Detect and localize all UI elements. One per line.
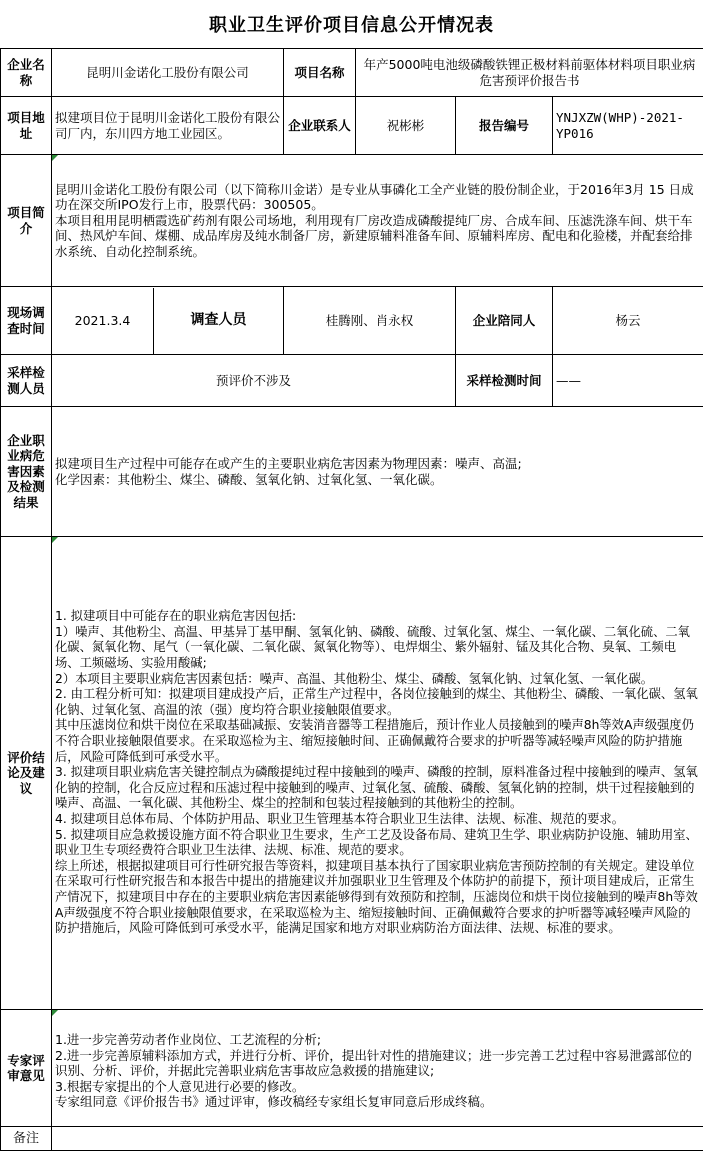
page-title: 职业卫生评价项目信息公开情况表 [209,15,494,36]
table-row-expert [1,1010,703,1127]
remarks-value [52,1127,703,1151]
remarks-label: 备注 [1,1127,52,1151]
info-table [0,48,703,1151]
comment-marker [52,155,58,161]
report-no-label: 报告编号 [456,97,553,155]
hazards-text: 拟建项目生产过程中可能存在或产生的主要职业病危害因素为物理因素：噪声、高温; 化学因素：其他粉尘、煤尘、磷酸、氢氧化钠、过氧化氢、一氧化碳。 [55,456,522,487]
survey-time-value: 2021.3.4 [52,288,154,354]
address-value: 拟建项目位于昆明川金诺化工股份有限公司厂内，东川四方地工业园区。 [52,97,284,155]
report-no-value: YNJXZW(WHP)-2021-YP016 [553,97,703,155]
table-row-survey [1,287,703,355]
survey-time-label: 现场调查时间 [1,287,52,355]
survey-staff-label: 调查人员 [190,311,247,328]
comment-marker [52,537,58,543]
intro-cell [52,155,703,287]
survey-staff-value: 桂腾刚、肖永权 [284,287,456,355]
sampling-staff-label: 采样检测人员 [1,355,52,407]
expert-text: 1.进一步完善劳动者作业岗位、工艺流程的分析; 2.进一步完善原辅料添加方式，并进行分析、评价，提出针对性的措施建议；进一步完善工艺过程中容易泄露部位的识别、分析、评价，并据此完善职业病危害事故应急救援的措施建议; 3.根据专家提出的个人意见进行必要的修改。 专家组同意《评价报告书》通过评审，修改稿经专家组长复审同意后形成终稿。 [55,1032,692,1110]
companion-value: 杨云 [553,287,703,355]
table-row-company [1,49,703,97]
table-row-sampling [1,355,703,407]
expert-cell [52,1010,703,1127]
comment-marker [52,1010,58,1016]
intro-text: 昆明川金诺化工股份有限公司（以下简称川金诺）是专业从事磷化工全产业链的股份制企业，于2016年3月 15 日成功在深交所IPO发行上市，股票代码：300505。 本项目租用昆明栖霞选矿药剂有限公司场地，利用现有厂房改造成磷酸提纯厂房、合成车间、压滤洗涤车间、烘干车间、热风炉车间、煤棚、成品库房及纯水制备厂房，新建原辅料准备车间、原辅料库房、配电和化验楼，并配套给排水系统、自动化控制系统。 [55,181,694,259]
hazards-label: 企业职业病危害因素及检测结果 [1,407,52,537]
table-row-intro [1,155,703,287]
table-row-hazards [1,407,703,537]
sampling-staff-value: 预评价不涉及 [52,355,456,407]
project-name-value: 年产5000吨电池级磷酸铁锂正极材料前驱体材料项目职业病危害预评价报告书 [356,49,703,97]
company-name-value: 昆明川金诺化工股份有限公司 [52,49,284,97]
sampling-time-value: —— [553,355,703,407]
hazards-cell [52,407,703,537]
expert-label: 专家评审意见 [1,1010,52,1127]
contact-value: 祝彬彬 [356,97,456,155]
survey-time-staff-cell [52,287,284,355]
intro-label: 项目简介 [1,155,52,287]
project-name-label: 项目名称 [284,49,356,97]
companion-label: 企业陪同人 [456,287,553,355]
contact-label: 企业联系人 [284,97,356,155]
conclusion-text: 1. 拟建项目中可能存在的职业病危害因包括: 1）噪声、其他粉尘、高温、甲基异丁基甲酮、氢氧化钠、磷酸、硫酸、过氧化氢、煤尘、一氧化碳、二氧化硫、二氧化碳、氮氧化物、尾气（一氧化碳、二氧化碳、氮氧化物等）、电焊烟尘、紫外辐射、锰及其化合物、臭氧、工频电场、工频磁场、实验用酸碱; 2）本项目主要职业病危害因素包括：噪声、高温、其他粉尘、煤尘、磷酸、氢氧化钠、过氧化氢、一氧化碳。 2. 由工程分析可知：拟建项目建成投产后，正常生产过程中，各岗位接触到的煤尘、其他粉尘、磷酸、一氧化碳、氢氧化钠、过氧化氢、高温的浓（强）度均符合职业接触限值要求。 其中压滤岗位和烘干岗位在采取基础减振、安装消音器等工程措施后，预计作业人员接触到的噪声8h等效A声级强度仍不符合职业接触限值要求。在采取巡检为主、缩短接触时间、正确佩戴符合要求的护听器等减轻噪声风险的防护措施后，风险可降低到可承受水平。 3. 拟建项目职业病危害关键控制点为磷酸提纯过程中接触到的噪声、磷酸的控制，原料准备过程中接触到的噪声、氢氧化钠的控制，化合反应过程和压滤过程中接触到的噪声、过氧化氢、硫酸、磷酸、氢氧化钠的控制，烘干过程接触到的噪声、高温、一氧化碳、其他粉尘、煤尘的控制和包装过程接触到的其他粉尘的控制。 4. 拟建项目总体布局、个体防护用品、职业卫生管理基本符合职业卫生法律、法规、标准、规范的要求。 5. 拟建项目应急救援设施方面不符合职业卫生要求，生产工艺及设备布局、建筑卫生学、职业病防护设施、辅助用室、职业卫生专项经费符合职业卫生法律、法规、标准、规范的要求。 综上所述，根据拟建项目可行性研究报告等资料，拟建项目基本执行了国家职业病危害预防控制的有关规定。建设单位在采取可行性研究报告和本报告中提出的措施建议并加强职业卫生管理及个体防护的前提下，预计项目建成后，正常生产情况下，拟建项目中存在的主要职业病危害因素能够得到有效预防和控制，压滤岗位和烘干岗位接触到的噪声8h等效A声级强度不符合职业接触限值要求，在采取巡检为主、缩短接触时间、正确佩戴符合要求的护听器等减轻噪声风险的防护措施后，风险可降低到可承受水平，能满足国家和地方对职业病防治方面法律、法规、标准的要求。 [55,609,698,936]
conclusion-label: 评价结论及建议 [1,537,52,1010]
sampling-time-label: 采样检测时间 [456,355,553,407]
table-row-conclusion [1,537,703,1010]
conclusion-cell [52,537,703,1010]
company-name-label: 企业名称 [1,49,52,97]
address-label: 项目地址 [1,97,52,155]
table-row-remarks [1,1127,703,1151]
table-row-address [1,97,703,155]
